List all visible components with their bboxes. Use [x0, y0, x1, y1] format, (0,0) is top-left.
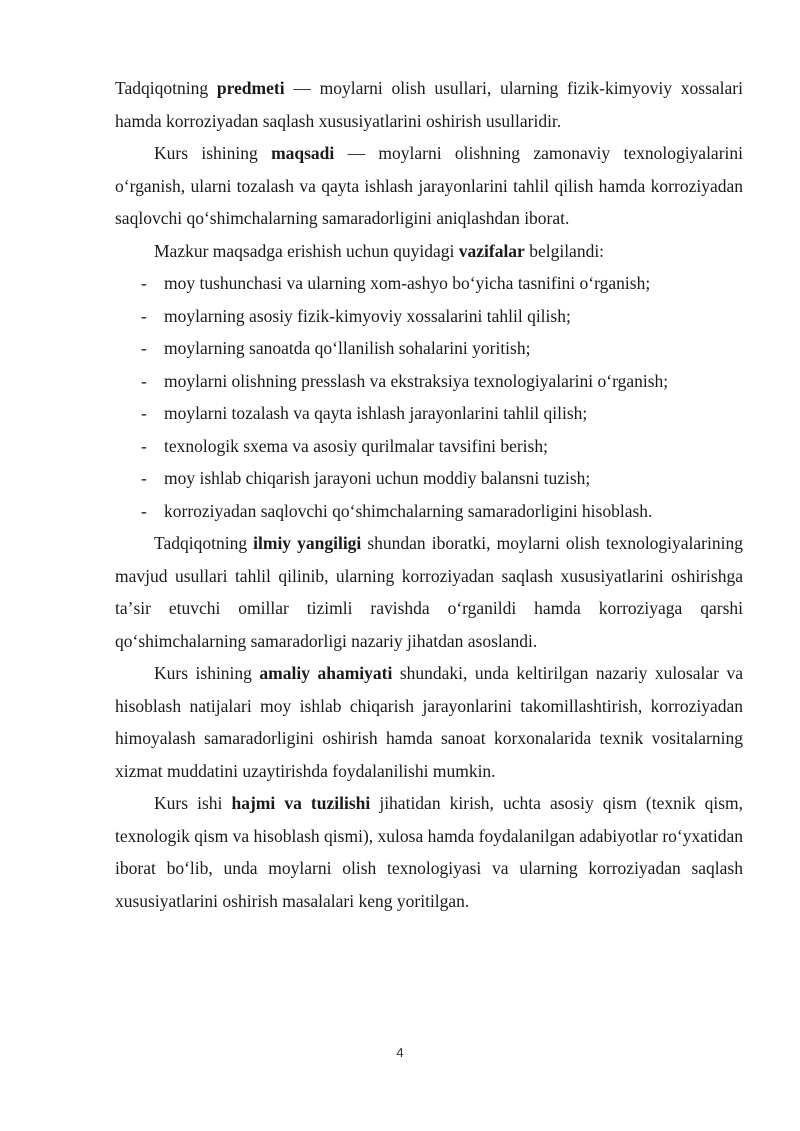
list-item — [115, 462, 743, 495]
dash-bullet: - — [141, 370, 147, 391]
list-item-text: texnologik sxema va asosiy qurilmalar tavsifini berish; — [164, 435, 548, 456]
list-item-text: moylarni olishning presslash va ekstraksiya texnologiyalarini oʻrganish; — [164, 370, 669, 391]
list-item-text: korroziyadan saqlovchi qoʻshimchalarning samaradorligini hisoblash. — [164, 500, 653, 521]
text-run: Kurs ishi — [154, 793, 232, 813]
text-run: Mazkur maqsadga erishish uchun quyidagi — [154, 240, 459, 261]
text-run: belgilandi: — [524, 240, 605, 261]
list-item-text: moy tushunchasi va ularning xom-ashyo boʻyicha tasnifini oʻrganish; — [164, 273, 651, 293]
dash-bullet: - — [141, 468, 147, 488]
list-item-text: moylarni tozalash va qayta ishlash jarayonlarini tahlil qilish; — [164, 403, 588, 423]
list-item — [115, 332, 743, 365]
list-item — [115, 430, 743, 463]
paragraph-practical-value — [115, 657, 743, 787]
paragraph-tasks-intro — [115, 235, 743, 268]
dash-bullet: - — [141, 305, 147, 326]
dash-bullet: - — [141, 435, 147, 456]
text-run: — moylarni olishning zamonaviy texnologiyalarini oʻrganish, ularni tozalash va qayta ishlash jarayonlarini tahlil qilish hamda korroziyadan saqlovchi qoʻshimchalarning samaradorligini aniqlashdan iborat. — [115, 143, 743, 228]
paragraph-subject — [115, 72, 743, 137]
bold-term-subject: predmeti — [216, 78, 285, 98]
paragraph-novelty — [115, 527, 743, 657]
dash-bullet: - — [141, 273, 147, 293]
paragraph-goal — [115, 137, 743, 235]
list-item — [115, 365, 743, 398]
bold-term-structure: hajmi va tuzilishi — [231, 793, 371, 813]
page-number: 4 — [396, 1045, 404, 1060]
list-item — [115, 267, 743, 300]
bold-term-goal: maqsadi — [271, 143, 335, 163]
list-item-text: moylarning sanoatda qoʻllanilish sohalarini yoritish; — [164, 338, 531, 358]
list-item-text: moylarning asosiy fizik-kimyoviy xossalarini tahlil qilish; — [164, 305, 571, 326]
list-item — [115, 495, 743, 528]
list-item — [115, 397, 743, 430]
text-run: Kurs ishining — [154, 663, 260, 683]
dash-bullet: - — [141, 338, 147, 358]
list-item-text: moy ishlab chiqarish jarayoni uchun moddiy balansni tuzish; — [164, 468, 591, 488]
text-run: Kurs ishining — [154, 143, 272, 163]
list-item — [115, 300, 743, 333]
bold-term-tasks: vazifalar — [458, 240, 525, 261]
text-run: Tadqiqotning — [115, 78, 217, 98]
page-body — [115, 72, 743, 917]
text-run: jihatidan kirish, uchta asosiy qism (texnik qism, texnologik qism va hisoblash qismi), xulosa hamda foydalanilgan adabiyotlar roʻyxatidan iborat boʻlib, unda moylarni olish texnologiyasi va ularning korroziyadan saqlash xususiyatlarini oshirish masalalari keng yoritilgan. — [115, 793, 743, 911]
paragraph-structure — [115, 787, 743, 917]
bold-term-novelty: ilmiy yangiligi — [253, 533, 362, 553]
task-list — [115, 267, 743, 527]
text-run: Tadqiqotning — [154, 533, 254, 553]
text-run: shundan iboratki, moylarni olish texnologiyalarining mavjud usullari tahlil qilinib, ularning korroziyadan saqlash xususiyatlarini oshirishga taʼsir etuvchi omillar tizimli ravishda oʻrganildi hamda korroziyaga qarshi qoʻshimchalarning samaradorligi nazariy jihatdan asoslandi. — [115, 533, 743, 651]
dash-bullet: - — [141, 403, 147, 423]
dash-bullet: - — [141, 500, 147, 521]
text-run: shundaki, unda keltirilgan nazariy xulosalar va hisoblash natijalari moy ishlab chiqarish jarayonlarini takomillashtirish, korroziyadan himoyalash samaradorligini oshirish hamda sanoat korxonalarida texnik vositalarning xizmat muddatini uzaytirishda foydalanilishi mumkin. — [115, 663, 743, 781]
bold-term-practical-value: amaliy ahamiyati — [259, 663, 393, 683]
text-run: — moylarni olish usullari, ularning fizik-kimyoviy xossalari hamda korroziyadan saqlash xususiyatlarini oshirish usullaridir. — [115, 78, 743, 131]
